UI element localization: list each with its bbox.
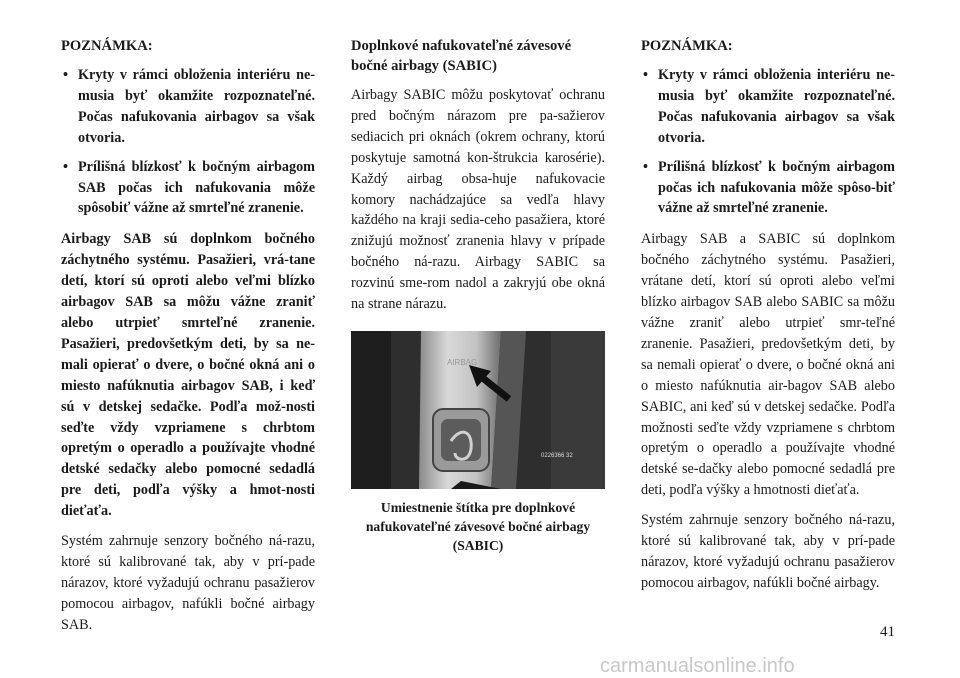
photo-illustration — [351, 331, 605, 489]
note-heading: POZNÁMKA: — [61, 38, 153, 54]
note-bullet-list — [641, 65, 895, 219]
watermark-text: carmanualsonline.info — [600, 655, 795, 676]
page-number: 41 — [880, 624, 895, 640]
body-paragraph: Systém zahrnuje senzory bočného ná-razu, ktoré sú kalibrované tak, aby v prí-pade nárazov, ktoré vyžadujú ochranu pasažierov pomocou airbagov, nafúkli bočné airbagy SAB. — [61, 533, 315, 633]
note-bullet-list — [61, 65, 315, 219]
image-code: 0226366 32 — [541, 452, 573, 459]
warning-paragraph: Airbagy SAB sú doplnkom bočného záchytného systému. Pasažieri, vrá-tane detí, ktorí sú oproti alebo veľmi blízko airbagov SAB sa môžu vážne zraniť alebo utrpieť smrteľné zranenie. Pasažieri, predovšetkým deti, by sa ne-mali opierať o dvere, o bočné okná ani o miesto nafúknutia airbagov SAB, i keď sú v detskej sedačke. Podľa mož-nosti seďte vždy vzpriamene s chrbtom opretým o operadlo a používajte vhodné detské sedačky alebo pomocné sedadlá pre deti, podľa výšky a hmot-nosti dieťaťa. — [61, 231, 315, 520]
airbag-label-text: AIRBAG — [447, 357, 478, 367]
figure-caption: Umiestnenie štítka pre doplnkové nafukovateľné závesové bočné airbagy (SABIC) — [365, 499, 591, 553]
watermark — [600, 654, 950, 676]
note-bullet: • Prílišná blízkosť k bočným airbagom počas ich nafukovania môže spôso-biť vážne až smrteľné zranenie. — [641, 157, 895, 220]
body-paragraph: Airbagy SABIC môžu poskytovať ochranu pred bočným nárazom pre pa-sažierov sediacich pri oknách (okrem ochrany, ktorú poskytuje samotná kon-štrukcia karosérie). Každý airbag obsa-huje nafukovacie komory nachádzajúce sa vedľa hlavy každého na kraji sedia-ceho pasažiera, ktoré znižujú možnosť zranenia hlavy v prípade bočného ná-razu. Airbagy SABIC sa rozvinú sme-rom nadol a zakryjú obe okná na strane nárazu. — [351, 87, 605, 313]
middle-column — [351, 36, 605, 555]
note-bullet: • Kryty v rámci obloženia interiéru ne-musia byť okamžite rozpoznateľné. Počas nafukovania airbagov sa však otvoria. — [61, 65, 315, 149]
body-paragraph: Airbagy SAB a SABIC sú doplnkom bočného záchytného systému. Pasažieri, vrátane detí, ktorí sú oproti alebo veľmi blízko airbagov SAB alebo SABIC sa môžu vážne zraniť alebo utrpieť smr-teľné zranenie. Pasažieri, predovšetkým deti, by sa nemali opierať o dvere, o bočné okná ani o miesto nafúknutia air-bagov SAB alebo SABIC, ani keď sú v detskej sedačke. Podľa možnosti seďte vždy vzpriamene s chrbtom opretým o operadlo a používajte vhodné detské se-dačky alebo pomocné sedadlá pre deti, podľa výšky a hmotnosti dieťaťa. — [641, 231, 895, 499]
note-heading: POZNÁMKA: — [641, 38, 733, 54]
body-paragraph: Systém zahrnuje senzory bočného ná-razu, ktoré sú kalibrované tak, aby v prí-pade nárazov, ktoré vyžadujú ochranu pasažierov pomocou airbagov, nafúkli bočné airbagy. — [641, 512, 895, 591]
right-column — [641, 36, 895, 603]
note-bullet: • Prílišná blízkosť k bočným airbagom SAB počas ich nafukovania môže spôsobiť vážne až smrteľné zranenie. — [61, 157, 315, 220]
note-bullet: • Kryty v rámci obloženia interiéru ne-musia byť okamžite rozpoznateľné. Počas nafukovania airbagov sa však otvoria. — [641, 65, 895, 149]
section-heading: Doplnkové nafukovateľné závesové bočné airbagy (SABIC) — [351, 38, 572, 74]
sabic-label-photo — [351, 331, 605, 489]
left-column — [61, 36, 315, 645]
